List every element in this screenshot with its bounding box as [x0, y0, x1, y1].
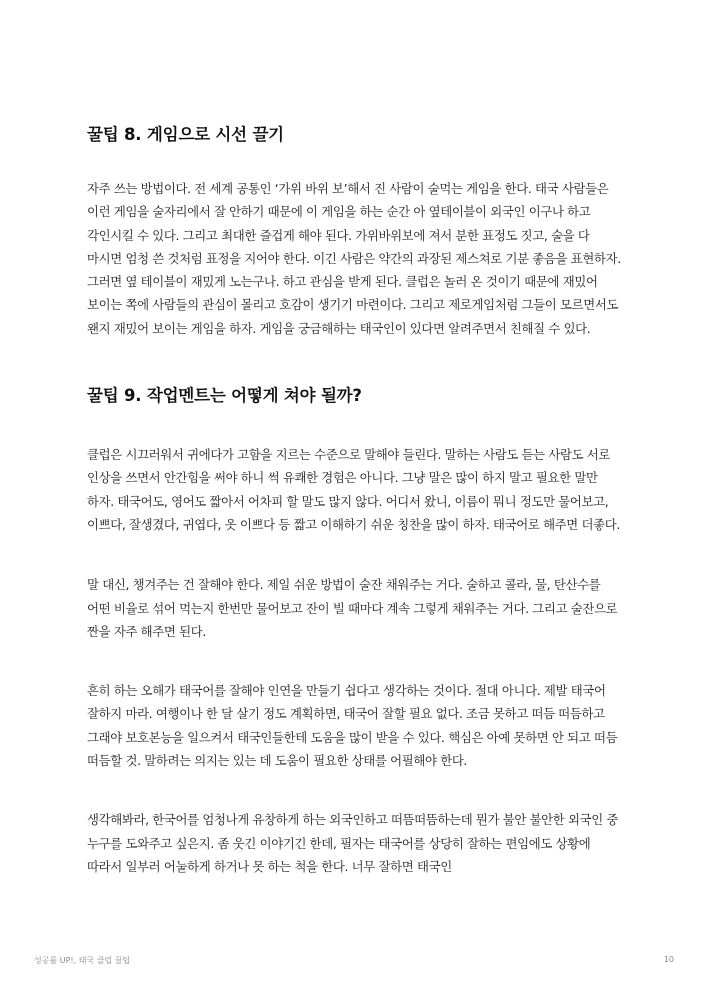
section-8-title: 꿀팁 8. 게임으로 시선 끌기: [87, 125, 284, 144]
section-9-paragraph-2: 말 대신, 챙겨주는 건 잘해야 한다. 제일 쉬운 방법이 술잔 채워주는 거다. 술하고 콜라, 물, 탄산수를 어떤 비율로 섞어 먹는지 한번만 물어보고 잔이 빌 때마다 계속 그렇게 채워주는 거다. 그리고 술잔으로 짠을 자주 해주면 된다.: [87, 577, 618, 639]
section-8-paragraph: 자주 쓰는 방법이다. 전 세계 공통인 ‘가위 바위 보’해서 진 사람이 술먹는 게임을 한다. 태국 사람들은 이런 게임을 술자리에서 잘 안하기 때문에 이 게임을 하는 순간 아 옆테이블이 외국인 이구나 하고 각인시킬 수 있다. 그리고 최대한 즐겁게 해야 된다. 가위바위보에 져서 분한 표정도 짓고, 술을 다 마시면 엄청 쓴 것처럼 표정을 지어야 한다. 이긴 사람은 약간의 과장된 제스쳐로 기분 좋음을 표현하자. 그러면 옆 테이블이 재밌게 노는구나. 하고 관심을 받게 된다. 클럽은 놀러 온 것이기 때문에 재밌어 보이는 쪽에 사람들의 관심이 몰리고 호감이 생기기 마련이다. 그리고 제로게임처럼 그들이 모르면서도 왠지 재밌어 보이는 게임을 하자. 게임을 궁금해하는 태국인이 있다면 알려주면서 친해질 수 있다.: [87, 181, 621, 336]
page-number: 10: [663, 955, 674, 964]
section-9-paragraph-4: 생각해봐라, 한국어를 엄청나게 유창하게 하는 외국인하고 떠뜸떠뜸하는데 뭔가 불안 불안한 외국인 중 누구를 도와주고 싶은지. 좀 웃긴 이야기긴 한데, 필자는 태국어를 상당히 잘하는 편임에도 상황에 따라서 일부러 어눌하게 하거나 못 하는 척을 한다. 너무 잘하면 태국인: [87, 812, 619, 874]
page-content: [87, 124, 623, 878]
footer-title: 성공률 UP!, 태국 클럽 꿀팁: [34, 956, 131, 965]
section-9-paragraph-3: 흔히 하는 오해가 태국어를 잘해야 인연을 만들기 쉽다고 생각하는 것이다. 절대 아니다. 제발 태국어 잘하지 마라. 여행이나 한 달 살기 정도 계획하면, 태국어 잘할 필요 없다. 조금 못하고 떠듬 떠듬하고 그래야 보호본능을 일으켜서 태국인들한테 도움을 많이 받을 수 있다. 핵심은 아예 못하면 안 되고 떠듬 떠듬할 것. 말하려는 의지는 있는 데 도움이 필요한 상태를 어필해야 한다.: [87, 683, 618, 769]
section-9-paragraph-1: 클럽은 시끄러워서 귀에다가 고함을 지르는 수준으로 말해야 들린다. 말하는 사람도 듣는 사람도 서로 인상을 쓰면서 안간힘을 써야 하니 썩 유쾌한 경험은 아니다. 그냥 말은 많이 하지 말고 필요한 말만 하자. 태국어도, 영어도 짧아서 어차피 할 말도 많지 않다. 어디서 왔니, 이름이 뭐니 정도만 물어보고, 이쁘다, 잘생겼다, 귀엽다, 옷 이쁘다 등 짧고 이해하기 쉬운 칭찬을 많이 하자. 태국어로 해주면 더좋다.: [87, 447, 620, 532]
section-9-title: 꿀팁 9. 작업멘트는 어떻게 쳐야 될까?: [87, 386, 362, 406]
